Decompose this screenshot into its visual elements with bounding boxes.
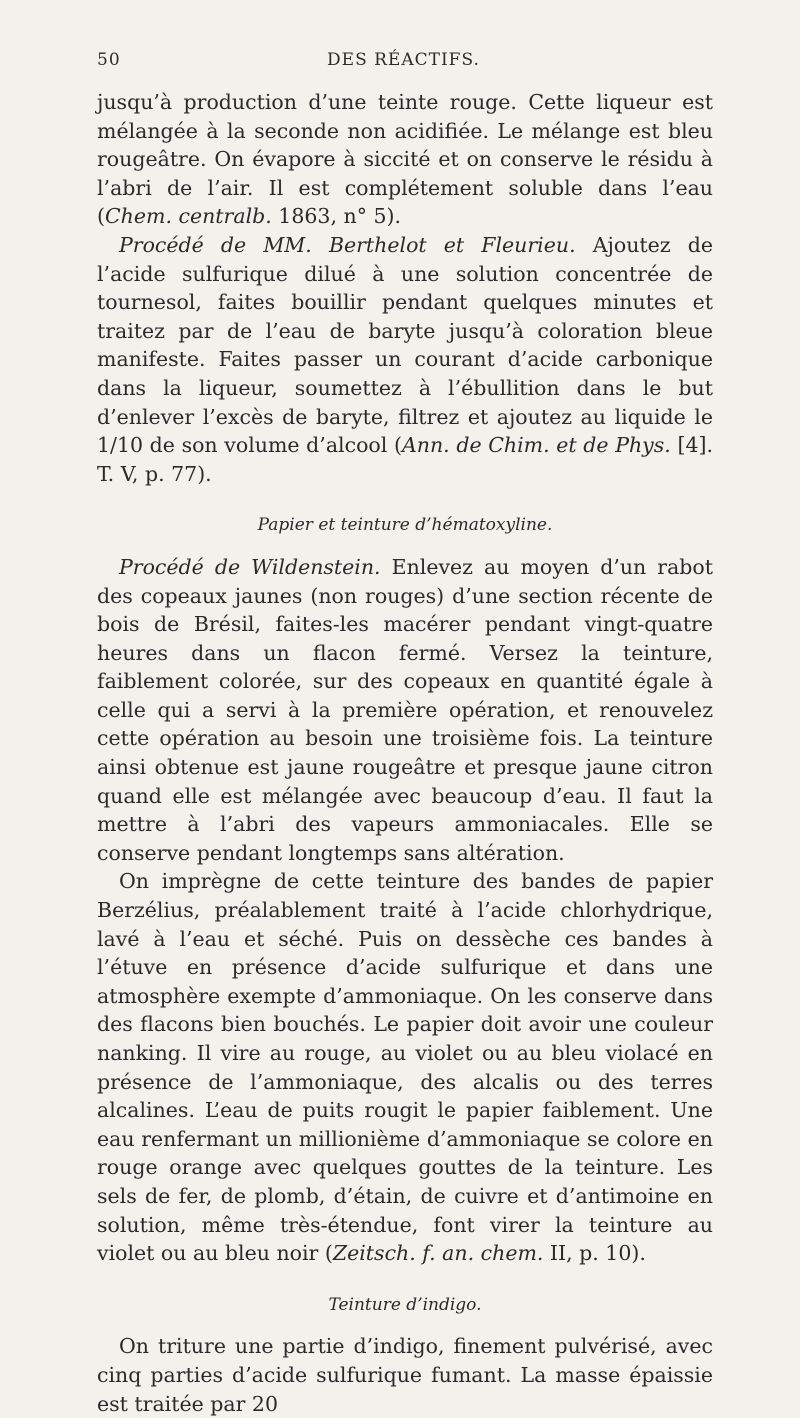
section-heading-indigo: Teinture d’indigo. — [328, 1294, 482, 1315]
running-head: DES RÉACTIFS. — [327, 50, 480, 70]
paragraph-text: jusqu’à production d’une teinte rouge. Cette liqueur est mélangée à la seconde non acidifiée. Le mélange est bleu rougeâtre. On évapore à siccité et on conserve le résidu à l’abri de l’air. Il est complétement soluble dans l’eau ( — [97, 90, 713, 229]
paragraph-papier — [97, 867, 713, 1267]
procedure-title: Procédé de MM. Berthelot et Fleurieu. — [119, 232, 576, 257]
page-header — [97, 50, 710, 80]
paragraph-text: On imprègne de cette teinture des bandes de papier Berzélius, préalablement traité à l’acide chlorhydrique, lavé à l’eau et séché. Puis on dessèche ces bandes à l’étuve en présence d’acide sulfurique et dans une atmosphère exempte d’ammoniaque. On les conserve dans des flacons bien bouchés. Le papier doit avoir une couleur nanking. Il vire au rouge, au violet ou au bleu violacé en présence de l’ammoniaque, des alcalis ou des terres alcalines. L’eau de puits rougit le papier faiblement. Une eau renfermant un millionième d’ammoniaque se colore en rouge orange avec quelques gouttes de la teinture. Les sels de fer, de plomb, d’étain, de cuivre et d’antimoine en solution, même très-étendue, font virer la teinture au violet ou au bleu noir ( — [97, 869, 713, 1266]
paragraph-wildenstein — [97, 553, 713, 868]
section-heading-hematoxyline: Papier et teinture d’hématoxyline. — [257, 515, 553, 536]
reference-title: Zeitsch. f. an. chem. — [332, 1241, 544, 1266]
page-body — [97, 88, 713, 1418]
paragraph-text: 1863, n° 5). — [271, 204, 402, 229]
paragraph-text: On triture une partie d’indigo, finement pulvérisé, avec cinq parties d’acide sulfurique fumant. La masse épaissie est traitée par 20 — [97, 1334, 713, 1416]
paragraph-text: Ajoutez de l’acide sulfurique dilué à une solution concentrée de tournesol, faites bouillir pendant quelques minutes et traitez par de l’eau de baryte jusqu’à coloration bleue manifeste. Faites passer un courant d’acide carbonique dans la liqueur, soumettez à l’ébullition dans le but d’enlever l’excès de baryte, filtrez et ajoutez au liquide le 1/10 de son volume d’alcool ( — [97, 232, 713, 458]
paragraph-berthelot — [97, 231, 713, 488]
reference-title: Ann. de Chim. et de Phys. — [401, 433, 671, 458]
paragraph-indigo — [97, 1332, 713, 1418]
reference-title: Chem. centralb. — [105, 204, 272, 229]
paragraph-continued — [97, 88, 713, 231]
paragraph-text: Enlevez au moyen d’un rabot des copeaux jaunes (non rouges) d’une section récente de bois de Brésil, faites-les macérer pendant vingt-quatre heures dans un flacon fermé. Versez la teinture, faiblement colorée, sur des copeaux en quantité égale à celle qui a servi à la première opération, et renouvelez cette opération au besoin une troisième fois. La teinture ainsi obtenue est jaune rougeâtre et presque jaune citron quand elle est mélangée avec beaucoup d’eau. Il faut la mettre à l’abri des vapeurs ammoniacales. Elle se conserve pendant longtemps sans altération. — [97, 554, 713, 865]
paragraph-text: II, p. 10). — [543, 1241, 646, 1266]
procedure-title: Procédé de Wildenstein. — [119, 554, 381, 579]
page-number: 50 — [97, 50, 121, 70]
paragraph-text: [4]. T. V, p. 77). — [97, 433, 714, 486]
